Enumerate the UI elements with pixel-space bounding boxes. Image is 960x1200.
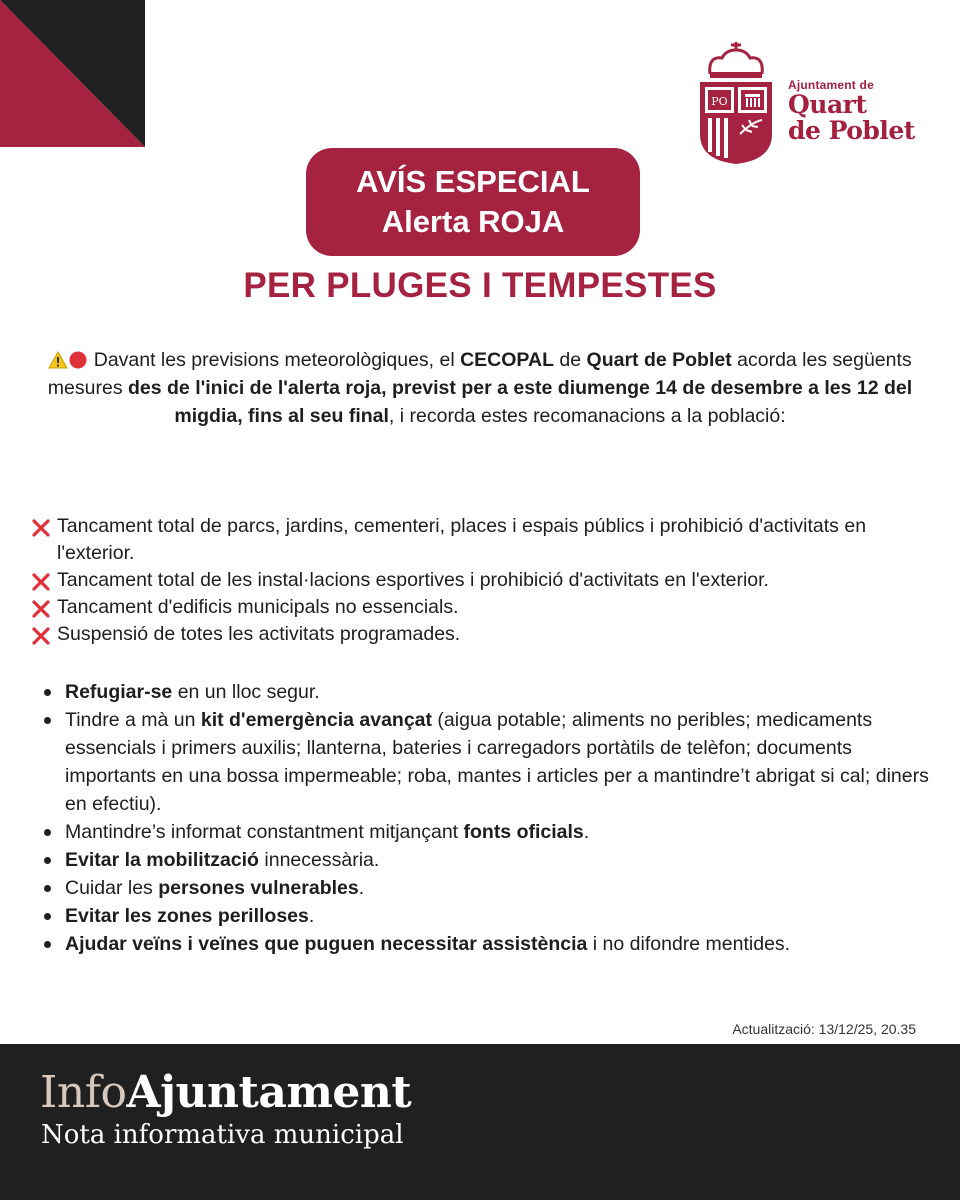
red-circle-icon — [68, 351, 88, 369]
cross-mark-icon — [31, 627, 51, 645]
alert-title: AVÍS ESPECIAL — [356, 164, 590, 199]
logo-name-line1: Quart — [788, 90, 867, 119]
footer-subtitle: Nota informativa municipal — [41, 1120, 404, 1150]
update-timestamp: Actualització: 13/12/25, 20.35 — [732, 1021, 916, 1037]
list-item: Cuidar les persones vulnerables. — [44, 874, 940, 902]
list-item: Mantindre’s informat constantment mitjançant fonts oficials. — [44, 818, 940, 846]
list-item: Tindre a mà un kit d'emergència avançat (aigua potable; aliments no peribles; medicaments essencials i primers auxilis; llanterna, bateries i carregadors portàtils de telèfon; documents importants en una bossa impermeable; roba, mantes i articles per a mantindre’t abrigat si cal; diners en efectiu). — [44, 706, 940, 818]
alert-level: Alerta ROJA — [381, 204, 565, 239]
closures-list — [31, 513, 931, 648]
list-item: Evitar les zones perilloses. — [44, 902, 940, 930]
municipal-logo — [696, 38, 926, 168]
logo-name-line2: de Poblet — [788, 116, 915, 145]
intro-paragraph: Davant les previsions meteorològiques, el CECOPAL de Quart de Poblet acorda les següents mesures des de l'inici de l'alerta roja, previst per a este diumenge 14 de desembre a les 12 del migdia, fins al seu final, i recorda estes recomanacions a la població: — [47, 349, 913, 427]
warning-icon — [48, 351, 68, 369]
list-item: Evitar la mobilització innecessària. — [44, 846, 940, 874]
cross-mark-icon — [31, 573, 51, 591]
footer-brand: InfoAjuntament — [40, 1067, 412, 1118]
footer-banner — [0, 1044, 960, 1200]
cross-mark-icon — [31, 600, 51, 618]
cross-mark-icon — [31, 519, 51, 537]
page-title: PER PLUGES I TEMPESTES — [243, 266, 717, 305]
list-item: Suspensió de totes les activitats programades. — [31, 621, 931, 648]
coat-of-arms-icon — [696, 38, 776, 168]
svg-text:PO: PO — [711, 95, 728, 108]
logo-prefix: Ajuntament de — [788, 78, 874, 92]
recommendations-list — [44, 678, 940, 958]
list-item: Tancament total de les instal·lacions esportives i prohibició d'activitats en l'exterior. — [31, 567, 931, 594]
corner-decoration — [0, 0, 145, 147]
list-item: Tancament total de parcs, jardins, cementeri, places i espais públics i prohibició d'activitats en l'exterior. — [31, 513, 931, 567]
list-item: Ajudar veïns i veïnes que puguen necessitar assistència i no difondre mentides. — [44, 930, 940, 958]
alert-badge — [306, 148, 640, 256]
list-item: Tancament d'edificis municipals no essencials. — [31, 594, 931, 621]
list-item: Refugiar-se en un lloc segur. — [44, 678, 940, 706]
